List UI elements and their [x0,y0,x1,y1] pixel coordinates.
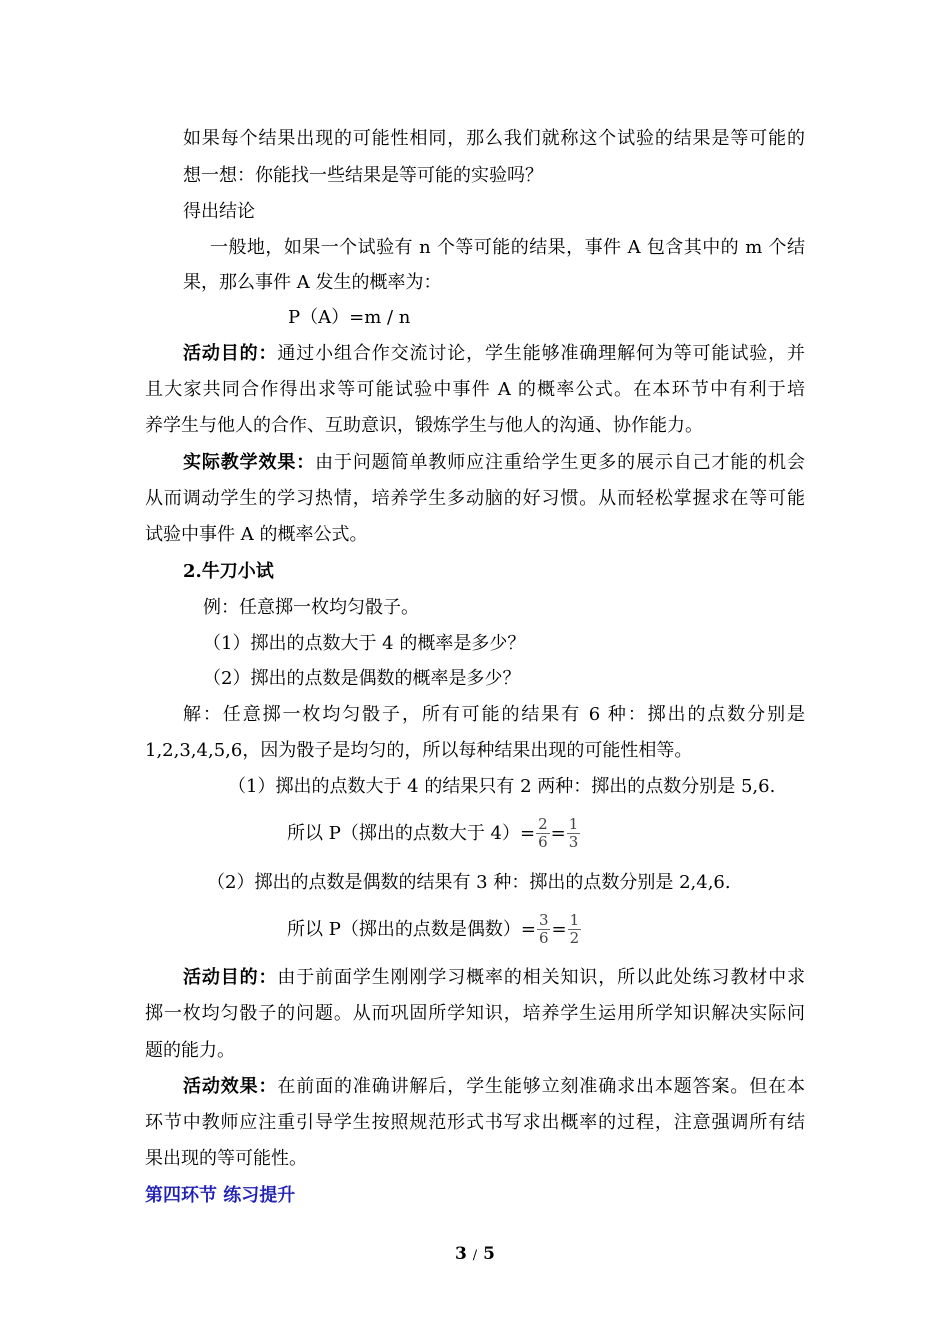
paragraph-line: 掷一枚均匀骰子的问题。从而巩固所学知识，培养学生运用所学知识解决实际问 [145,1003,805,1024]
teaching-effect-label: 实际教学效果： [183,452,316,473]
activity-goal-label: 活动目的： [183,343,278,364]
paragraph-line: 环节中教师应注重引导学生按照规范形式书写求出概率的过程，注意强调所有结 [145,1112,805,1133]
fraction: $\frac{2}{6}$ [538,815,548,851]
answer-1-probability: 所以 P（掷出的点数大于 4）= $\frac{2}{6}$ = $\frac{1}{3}$ [287,815,579,851]
paragraph-line: 果出现的等可能性。 [145,1148,307,1169]
solution-line: 1,2,3,4,5,6，因为骰子是均匀的，所以每种结果出现的可能性相等。 [145,740,693,761]
section-heading-practice: 第四环节 练习提升 [145,1185,296,1206]
paragraph-line: 实际教学效果：由于问题简单教师应注重给学生更多的展示自己才能的机会 [183,452,805,473]
question-1: （1）掷出的点数大于 4 的概率是多少？ [203,633,526,654]
paragraph-line: 活动效果：在前面的准确讲解后，学生能够立刻准确求出本题答案。但在本 [183,1076,805,1097]
probability-formula: P（A）=m / n [288,307,411,328]
page-number: 3 / 5 [455,1244,495,1264]
paragraph-line: 从而调动学生的学习热情，培养学生多动脑的好习惯。从而轻松掌握求在等可能 [145,488,805,509]
paragraph-line: 一般地，如果一个试验有 n 个等可能的结果，事件 A 包含其中的 m 个结 [210,237,805,258]
section-heading: 2.牛刀小试 [183,561,274,582]
answer-2-probability: 所以 P（掷出的点数是偶数）= $\frac{3}{6}$ = $\frac{1}{2}$ [287,911,580,947]
activity-effect-label: 活动效果： [183,1076,278,1097]
paragraph-line: 试验中事件 A 的概率公式。 [145,524,368,545]
paragraph-line: 如果每个结果出现的可能性相同，那么我们就称这个试验的结果是等可能的 [183,128,805,149]
example-text: 例：任意掷一枚均匀骰子。 [203,597,419,618]
fraction: $\frac{1}{3}$ [568,815,579,851]
paragraph-line: 得出结论 [183,201,255,222]
question-2: （2）掷出的点数是偶数的概率是多少？ [203,668,521,689]
paragraph-line: 且大家共同合作得出求等可能试验中事件 A 的概率公式。在本环节中有利于培 [145,379,805,400]
fraction: $\frac{1}{2}$ [569,911,580,947]
activity-goal-label: 活动目的： [183,967,278,988]
solution-line: 解：任意掷一枚均匀骰子，所有可能的结果有 6 种：掷出的点数分别是 [183,704,805,725]
answer-2: （2）掷出的点数是偶数的结果有 3 种：掷出的点数分别是 2,4,6. [207,872,731,893]
paragraph-line: 果，那么事件 A 发生的概率为： [183,272,442,293]
fraction: $\frac{3}{6}$ [538,911,549,947]
paragraph-line: 题的能力。 [145,1040,235,1061]
paragraph-line: 想一想：你能找一些结果是等可能的实验吗？ [183,165,543,186]
paragraph-line: 活动目的：通过小组合作交流讨论，学生能够准确理解何为等可能试验，并 [183,343,805,364]
answer-1: （1）掷出的点数大于 4 的结果只有 2 两种：掷出的点数分别是 5,6. [228,776,776,797]
paragraph-line: 活动目的：由于前面学生刚刚学习概率的相关知识，所以此处练习教材中求 [183,967,805,988]
paragraph-line: 养学生与他人的合作、互助意识，锻炼学生与他人的沟通、协作能力。 [145,415,703,436]
